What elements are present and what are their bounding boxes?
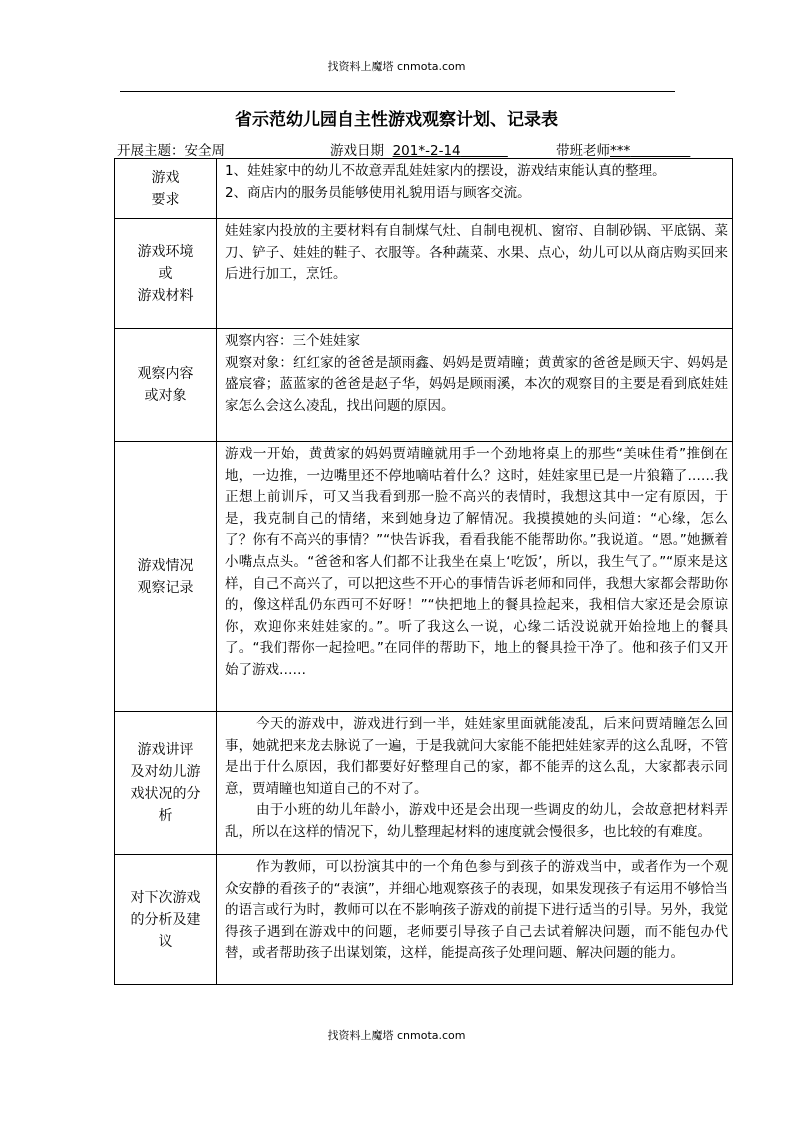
table-row-analysis <box>115 712 733 855</box>
teacher-field <box>556 139 690 159</box>
analysis-paragraph-2: 由于小班的幼儿年龄小，游戏中还是会出现一些调皮的幼儿，会故意把材料弄乱，所以在这样的情况下，幼儿整理起材料的速度就会慢很多，也比较的有难度。 <box>225 802 728 840</box>
row-label-analysis: 游戏讲评 及对幼儿游 戏状况的分 析 <box>115 712 217 855</box>
row-content-observation <box>217 329 733 442</box>
date-field <box>330 139 508 159</box>
row-label-suggestion: 对下次游戏 的分析及建 议 <box>115 855 217 985</box>
observation-table <box>114 158 733 985</box>
table-row-requirements <box>115 159 733 219</box>
header-rule <box>120 91 675 92</box>
requirement-item-2: 2、商店内的服务员能够使用礼貌用语与顾客交流。 <box>225 184 531 201</box>
row-content-environment: 娃娃家内投放的主要材料有自制煤气灶、自制电视机、窗帘、自制砂锅、平底锅、菜刀、铲子、娃娃的鞋子、衣服等。各种蔬菜、水果、点心，幼儿可以从商店购买回来后进行加工，烹饪。 <box>217 219 733 329</box>
theme-label: 开展主题： <box>117 143 185 159</box>
theme-value: 安全周 <box>184 143 225 159</box>
date-value: 201*-2-14 <box>392 143 461 159</box>
observation-target-line: 观察对象：红红家的爸爸是颉雨鑫、妈妈是贾靖瞳；黄黄家的爸爸是顾天宇、妈妈是盛宸睿；蓝蓝家的爸爸是赵子华，妈妈是顾雨溪，本次的观察目的主要是看到底娃娃家怎么会这么凌乱，找出问题的原因。 <box>225 354 728 414</box>
table-row-suggestion <box>115 855 733 985</box>
requirement-item-1: 1、娃娃家中的幼儿不故意弄乱娃娃家内的摆设，游戏结束能认真的整理。 <box>225 163 666 179</box>
date-label: 游戏日期 <box>330 143 384 159</box>
row-label-record: 游戏情况 观察记录 <box>115 442 217 712</box>
row-content-suggestion: 作为教师，可以扮演其中的一个角色参与到孩子的游戏当中，或者作为一个观众安静的看孩子的“表演”，并细心地观察孩子的表现，如果发现孩子有运用不够恰当的语言或行为时，教师可以在不影响孩子游戏的前提下进行适当的引导。另外，我觉得孩子遇到在游戏中的问题，老师要引导孩子自己去试着解决问题，而不能包办代替，或者帮助孩子出谋划策，这样，能提高孩子处理问题、解决问题的能力。 <box>217 855 733 985</box>
page-header: 找资料上魔塔 cnmota.com <box>327 60 466 73</box>
page-footer: 找资料上魔塔 cnmota.com <box>327 1029 466 1042</box>
row-label-requirements: 游戏 要求 <box>115 159 217 219</box>
table-row-record <box>115 442 733 712</box>
row-label-environment: 游戏环境 或 游戏材料 <box>115 219 217 329</box>
teacher-label: 带班老师 <box>556 143 610 159</box>
observation-content-line: 观察内容：三个娃娃家 <box>225 333 360 349</box>
row-content-record: 游戏一开始，黄黄家的妈妈贾靖瞳就用手一个劲地将桌上的那些“美味佳肴”推倒在地，一边推，一边嘴里还不停地嘀咕着什么？这时，娃娃家里已是一片狼籍了……我正想上前训斥，可又当我看到那一脸不高兴的表情时，我想这其中一定有原因，于是，我克制自己的情绪，来到她身边了解情况。我摸摸她的头问道：“心缘，怎么了？你有不高兴的事情？”“快告诉我，看看我能不能帮助你。”我说道。“恩。”她撅着小嘴点点头。“爸爸和客人们都不让我坐在桌上‘吃饭’，所以，我生气了。”“原来是这样，自己不高兴了，可以把这些不开心的事情告诉老师和同伴，我想大家都会帮助你的，像这样乱仍东西可不好呀！”“快把地上的餐具捡起来，我相信大家还是会原谅你，欢迎你来娃娃家的。”。听了我这么一说，心缘二话没说就开始捡地上的餐具了。“我们帮你一起捡吧。”在同伴的帮助下，地上的餐具捡干净了。他和孩子们又开始了游戏…… <box>217 442 733 712</box>
teacher-value: *** <box>610 143 631 159</box>
document-title: 省示范幼儿园自主性游戏观察计划、记录表 <box>235 110 558 130</box>
analysis-paragraph-1: 今天的游戏中，游戏进行到一半，娃娃家里面就能凌乱，后来问贾靖瞳怎么回事，她就把来龙去脉说了一遍，于是我就问大家能不能把娃娃家弄的这么乱呀，不管是出于什么原因，我们都要好好整理自己的家，都不能弄的这么乱，大家都表示同意，贾靖瞳也知道自己的不对了。 <box>225 716 728 797</box>
theme-field <box>117 139 225 159</box>
row-label-observation: 观察内容 或对象 <box>115 329 217 442</box>
row-content-requirements <box>217 159 733 219</box>
table-row-environment <box>115 219 733 329</box>
row-content-analysis <box>217 712 733 855</box>
table-row-observation <box>115 329 733 442</box>
